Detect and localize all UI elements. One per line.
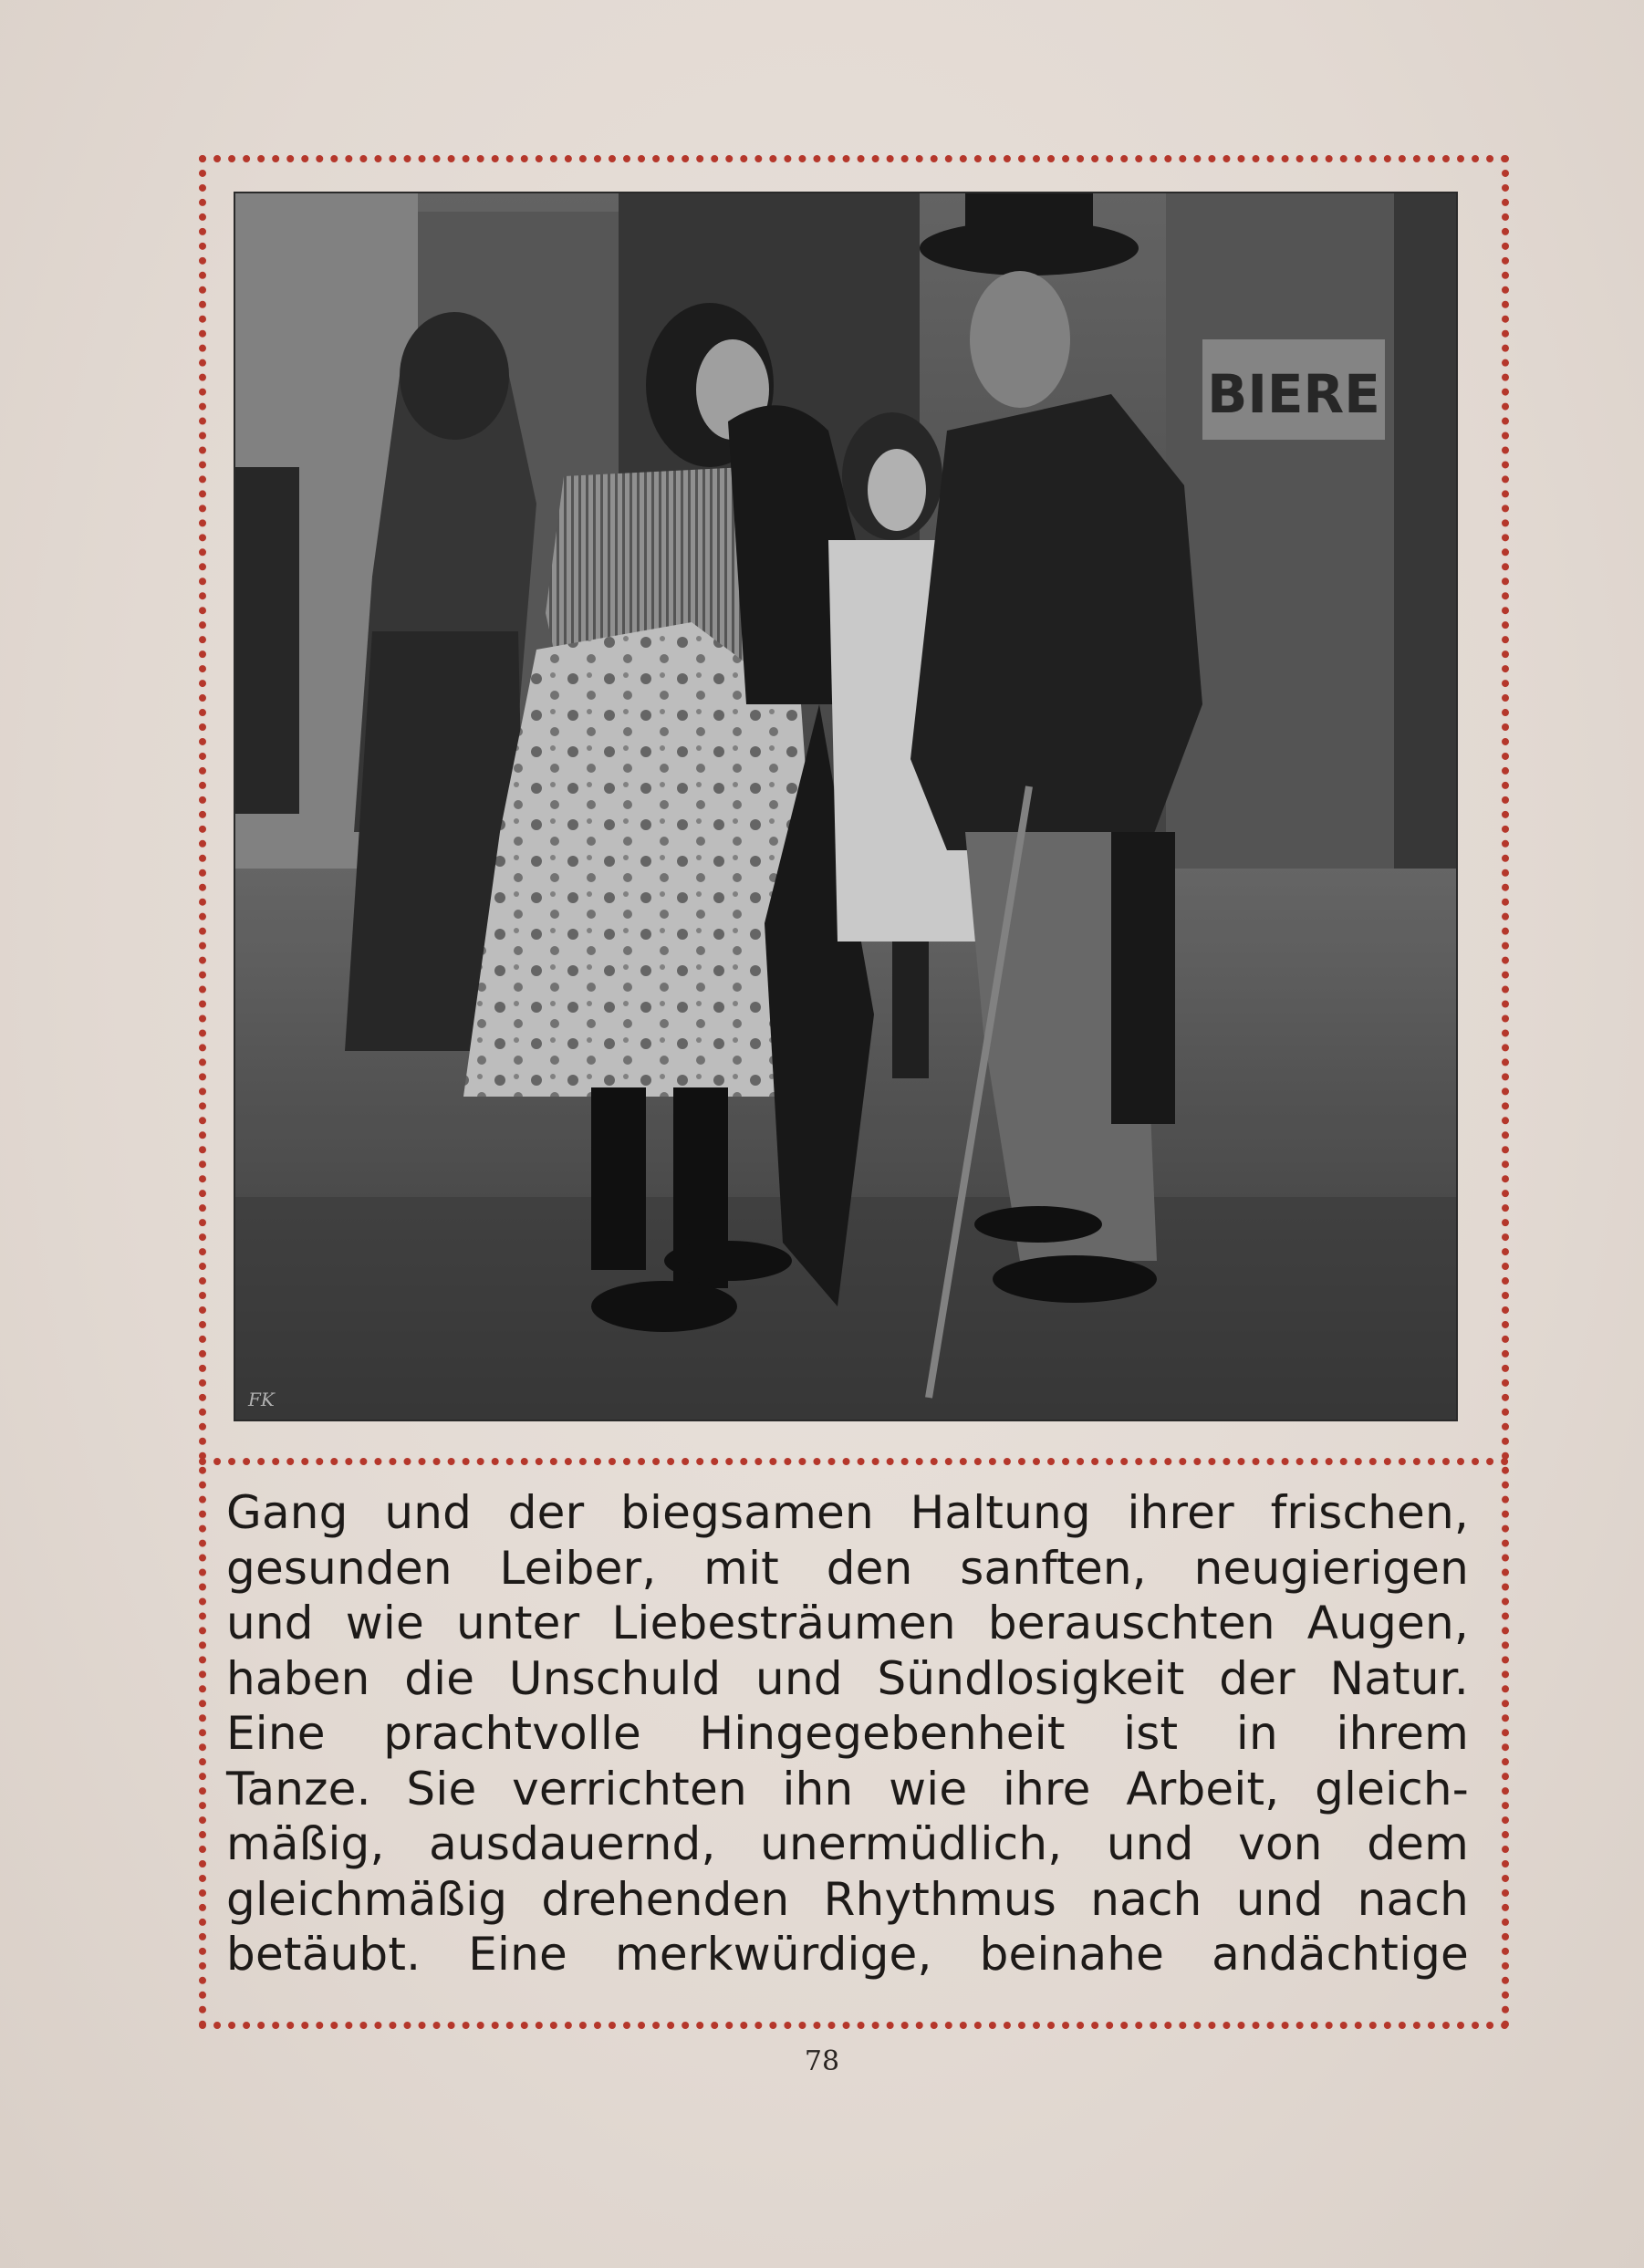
page-number: 78 xyxy=(804,2045,840,2077)
text-line: haben die Unschuld und Sündlosigkeit der Natur. xyxy=(226,1651,1469,1705)
text-line: betäubt. Eine merkwürdige, beinahe andächtige xyxy=(226,1928,1469,1981)
body-text xyxy=(226,1485,1469,1982)
shop-sign-text: BIERE xyxy=(1207,363,1380,425)
text-line: gesunden Leiber, mit den sanften, neugierigen xyxy=(226,1541,1469,1595)
text-line: mäßig, ausdauernd, unermüdlich, und von dem xyxy=(226,1817,1469,1870)
dotted-separator xyxy=(199,1458,1509,1465)
photographer-initials: FK xyxy=(248,1389,275,1410)
text-line: und wie unter Liebesträumen berauschten Augen, xyxy=(226,1597,1469,1649)
text-line: gleichmäßig drehenden Rhythmus nach und nach xyxy=(226,1872,1469,1926)
street-scene-photograph xyxy=(235,193,1456,1420)
text-line: Tanze. Sie verrichten ihn wie ihre Arbeit, gleich- xyxy=(226,1762,1469,1815)
text-line: Gang und der biegsamen Haltung ihrer frischen, xyxy=(226,1486,1469,1539)
text-line: Eine prachtvolle Hingegebenheit ist in ihrem xyxy=(226,1707,1469,1760)
